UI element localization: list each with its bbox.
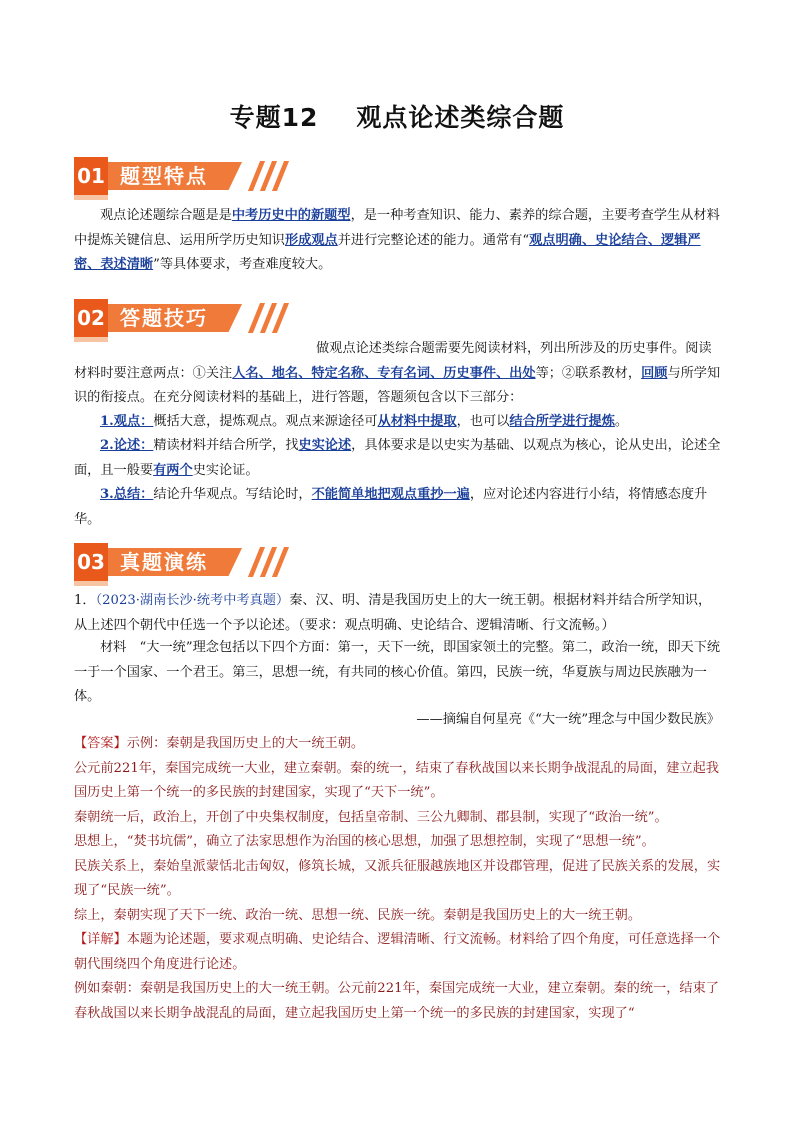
tips-step-argument: 2.论述：精读材料并结合所学，找史实论述，具体要求是以史实为基础、以观点为核心，论从史出，论述全面，且一般要有两个史实论证。	[74, 438, 721, 478]
page-title	[0, 98, 794, 134]
answer-line: 思想上，“焚书坑儒”，确立了法家思想作为治国的核心思想，加强了思想控制，实现了“思想一统”。	[74, 834, 655, 849]
stripes-decoration	[242, 303, 286, 333]
answer-line: 【答案】示例：秦朝是我国历史上的大一统王朝。	[74, 736, 365, 751]
section-number: 03	[74, 543, 108, 581]
material-source: ——摘编自何星亮《“大一统”理念与中国少数民族》	[416, 712, 720, 727]
page-title-name: 观点论述类综合题	[356, 103, 565, 132]
section-number: 02	[74, 299, 108, 337]
features-paragraph: 观点论述题综合题是是中考历史中的新题型，是一种考查知识、能力、素养的综合题，主要考查学生从材料中提炼关键信息、运用所学历史知识形成观点并进行完整论述的能力。通常有“观点明确、史论结合、逻辑严密、表述清晰”等具体要求，考查难度较大。	[74, 208, 720, 272]
stripes-decoration	[242, 161, 286, 191]
section-number: 01	[74, 157, 108, 195]
answer-line: 秦朝统一后，政治上，开创了中央集权制度，包括皇帝制、三公九卿制、郡县制，实现了“政治一统”。	[74, 809, 668, 825]
tips-step-viewpoint: 1.观点：概括大意，提炼观点。观点来源途径可从材料中提取，也可以结合所学进行提炼。	[100, 414, 629, 429]
question-source: （2023·湖南长沙·统考中考真题）	[95, 593, 290, 608]
detail-line: 【详解】本题为论述题，要求观点明确、史论结合、逻辑清晰、行文流畅。材料给了四个角度，可任意选择一个朝代围绕四个角度进行论述。	[74, 932, 721, 972]
answer-line: 综上，秦朝实现了天下一统、政治一统、思想一统、民族一统。秦朝是我国历史上的大一统王朝。	[74, 907, 642, 923]
tips-intro-paragraph: 做观点论述类综合题需要先阅读材料，列出所涉及的历史事件。阅读材料时要注意两点：①关注人名、地名、特定名称、专有名词、历史事件、出处等；②联系教材，回顾与所学知识的衔接点。在充分阅读材料的基础上，进行答题，答题须包含以下三部分：	[74, 341, 721, 405]
section-header-practice	[74, 543, 284, 581]
question-material: 材料 “大一统”理念包括以下四个方面：第一，天下一统，即国家领土的完整。第二，政治一统，即天下统一于一个国家、一个君王。第三，思想一统，有共同的核心价值。第四，民族一统，华夏族与周边民族融为一体。	[74, 640, 721, 704]
detail-label: 【详解】	[74, 932, 127, 947]
section-title: 题型特点	[120, 164, 208, 188]
page-title-topic: 专题12	[229, 103, 319, 132]
answer-block	[74, 732, 722, 1026]
section-title: 答题技巧	[120, 306, 208, 330]
section-header-tips	[74, 299, 284, 337]
section-header-features	[74, 157, 284, 195]
detail-example: 例如秦朝：秦朝是我国历史上的大一统王朝。公元前221年，秦国完成统一大业，建立秦朝。秦的统一，结束了春秋战国以来长期争战混乱的局面，建立起我国历史上第一个统一的多民族的封建国家，实现了“	[74, 981, 719, 1021]
answer-line: 民族关系上，秦始皇派蒙恬北击匈奴，修筑长城，又派兵征服越族地区并设郡管理，促进了民族关系的发展，实现了“民族一统”。	[74, 858, 721, 898]
answer-line: 公元前221年，秦国完成统一大业，建立秦朝。秦的统一，结束了春秋战国以来长期争战混乱的局面，建立起我国历史上第一个统一的多民族的封建国家，实现了“天下一统”。	[74, 760, 719, 800]
answer-label: 【答案】	[74, 736, 127, 751]
tips-step-summary: 3.总结：结论升华观点。写结论时，不能简单地把观点重抄一遍，应对论述内容进行小结，将情感态度升华。	[74, 487, 708, 527]
stripes-decoration	[242, 547, 286, 577]
question-stem: 1．（2023·湖南长沙·统考中考真题）秦、汉、明、清是我国历史上的大一统王朝。根据材料并结合所学知识，从上述四个朝代中任选一个予以论述。（要求：观点明确、史论结合、逻辑清晰、行文流畅。）	[74, 593, 712, 633]
section-title: 真题演练	[120, 550, 208, 574]
